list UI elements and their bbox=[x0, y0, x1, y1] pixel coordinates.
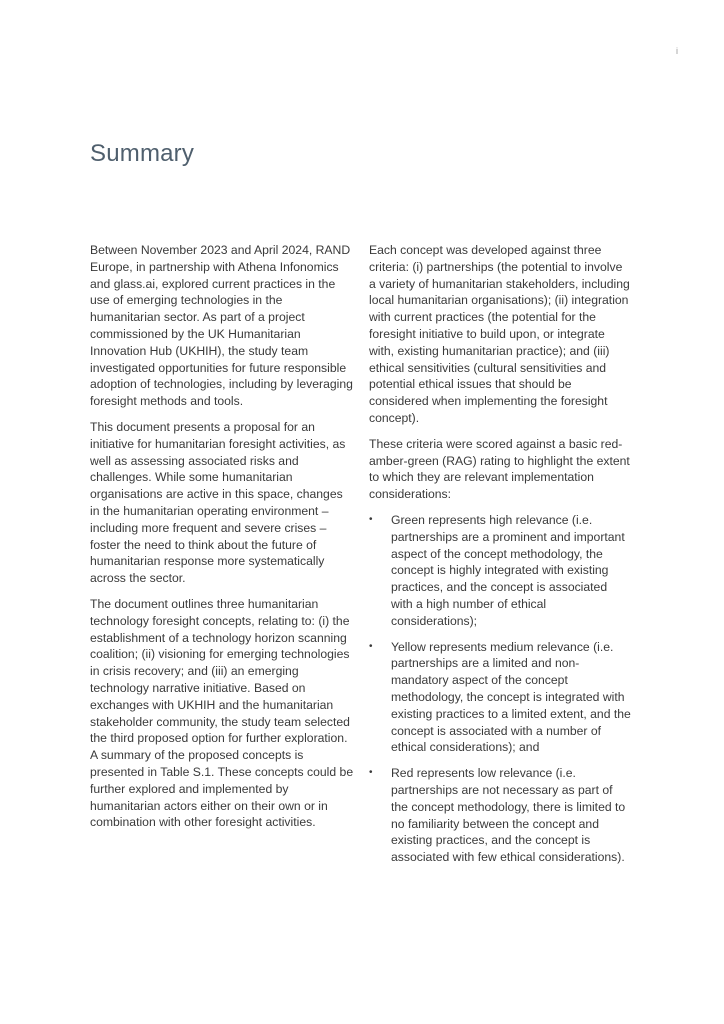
bullet-dot-icon: • bbox=[369, 513, 373, 525]
page-title: Summary bbox=[90, 140, 195, 167]
paragraph-study-overview: Between November 2023 and April 2024, RAND Europe, in partnership with Athena Infonomics and glass.ai, explored current practices in the use of emerging technologies in the humanitarian sector. As part of a project commissioned by the UK Humanitarian Innovation Hub (UKHIH), the study team investigated opportunities for future responsible adoption of technologies, including by leveraging foresight methods and tools. bbox=[90, 243, 353, 409]
bullet-green-text: Green represents high relevance (i.e. partnerships are a prominent and important aspect of the concept methodology, the concept is highly integrated with existing practices, and the concept is associated with a high number of ethical considerations); bbox=[391, 512, 625, 628]
bullet-green bbox=[369, 512, 631, 630]
page-number: i bbox=[676, 46, 678, 56]
bullet-red-text: Red represents low relevance (i.e. partnerships are not necessary as part of the concept methodology, there is limited to no familiarity between the concept and existing practices, and the concept is associated with few ethical considerations). bbox=[391, 766, 626, 865]
bullet-yellow-text: Yellow represents medium relevance (i.e. partnerships are a limited and non-mandatory aspect of the concept methodology, the concept is integrated with existing practices to a limited extent, and the concept is associated with a number of ethical considerations); and bbox=[391, 639, 631, 755]
bullet-dot-icon: • bbox=[369, 767, 373, 779]
paragraph-criteria: Each concept was developed against three criteria: (i) partnerships (the potential to involve a variety of humanitarian stakeholders, including local humanitarian organisations); (ii) integration with current practices (the potential for the foresight initiative to build upon, or integrate with, existing humanitarian practice); and (iii) ethical sensitivities (cultural sensitivities and potential ethical issues that should be considered when implementing the foresight concept). bbox=[369, 243, 630, 425]
left-column bbox=[90, 242, 355, 840]
bullet-red bbox=[369, 765, 631, 866]
bullet-dot-icon: • bbox=[369, 640, 373, 652]
right-column bbox=[369, 242, 631, 875]
bullet-yellow bbox=[369, 639, 631, 757]
rag-bullet-list bbox=[369, 512, 631, 866]
paragraph-rag-rating: These criteria were scored against a basic red-amber-green (RAG) rating to highlight the extent to which they are relevant implementation considerations: bbox=[369, 436, 630, 502]
paragraph-foresight-concepts: The document outlines three humanitarian technology foresight concepts, relating to: (i) the establishment of a technology horizon scanning coalition; (ii) visioning for emerging technologies in crisis recovery; and (iii) an emerging technology narrative initiative. Based on exchanges with UKHIH and the humanitarian stakeholder community, the study team selected the third proposed option for further exploration. A summary of the proposed concepts is presented in Table S.1. These concepts could be further explored and implemented by humanitarian actors either on their own or in combination with other foresight activities. bbox=[90, 596, 354, 830]
paragraph-proposal-purpose: This document presents a proposal for an initiative for humanitarian foresight activities, as well as assessing associated risks and challenges. While some humanitarian organisations are active in this space, changes in the humanitarian operating environment – including more frequent and severe crises – foster the need to think about the future of humanitarian response more systematically across the sector. bbox=[90, 419, 346, 586]
